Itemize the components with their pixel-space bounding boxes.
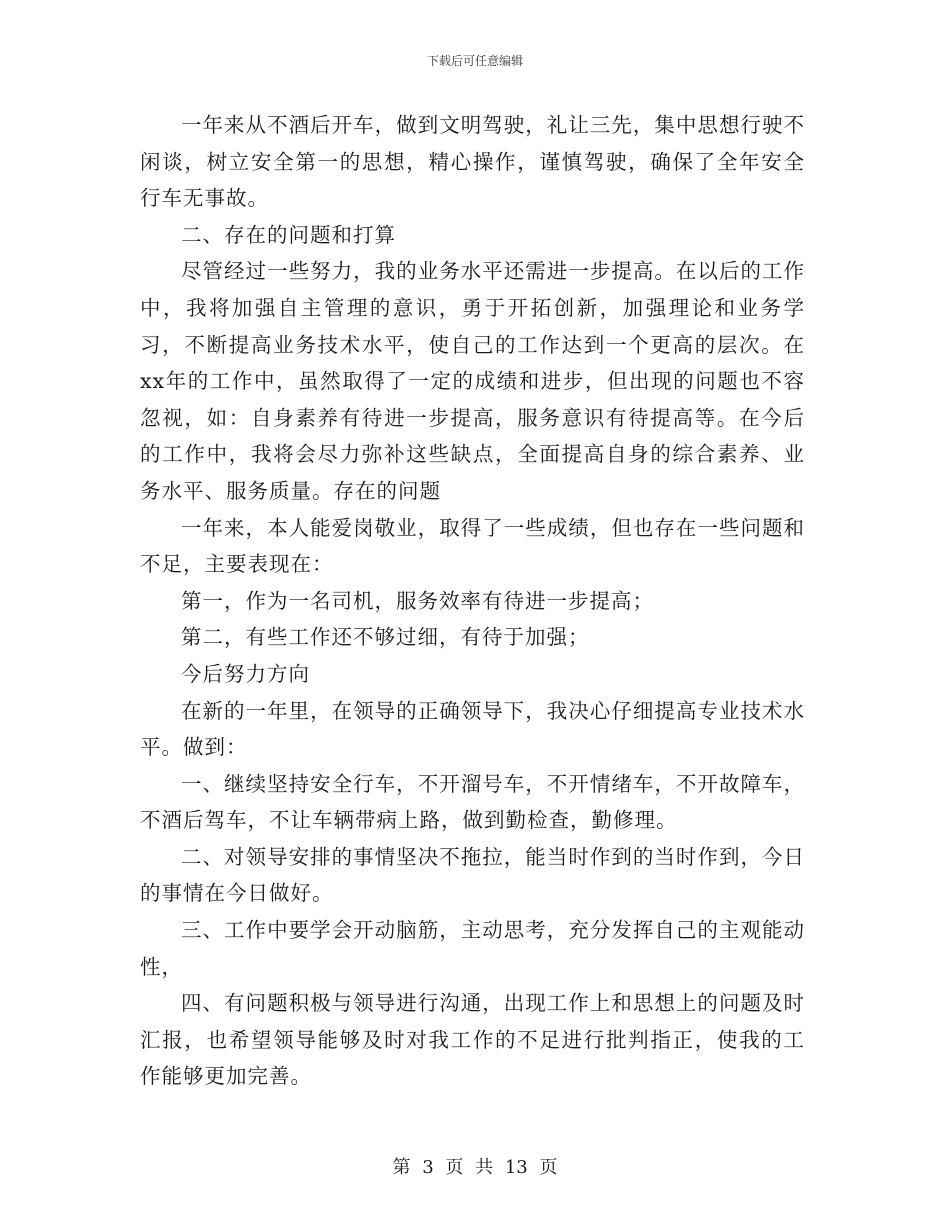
page-header: 下载后可任意编辑: [426, 54, 523, 68]
paragraph: 在新的一年里，在领导的正确领导下，我决心仔细提高专业技术水平。做到：: [140, 698, 805, 760]
list-item: 二、对领导安排的事情坚决不拖拉，能当时作到的当时作到，今日的事情在今日做好。: [140, 844, 805, 906]
paragraph: 一年来，本人能爱岗敬业，取得了一些成绩，但也存在一些问题和不足，主要表现在：: [140, 515, 805, 577]
list-item: 一、继续坚持安全行车，不开溜号车，不开情绪车，不开故障车，不酒后驾车，不让车辆带病上路，做到勤检查，勤修理。: [140, 771, 805, 833]
list-item: 第二，有些工作还不够过细，有待于加强；: [181, 625, 590, 650]
paragraph: 一年来从不酒后开车，做到文明驾驶，礼让三先，集中思想行驶不闲谈，树立安全第一的思想，精心操作，谨慎驾驶，确保了全年安全行车无事故。: [140, 113, 805, 211]
section-heading: 今后努力方向: [181, 661, 310, 686]
document-body: [140, 107, 805, 1095]
list-item: 第一，作为一名司机，服务效率有待进一步提高；: [181, 588, 654, 613]
section-heading: 二、存在的问题和打算: [181, 222, 396, 247]
list-item: 四、有问题积极与领导进行沟通，出现工作上和思想上的问题及时汇报，也希望领导能够及时对我工作的不足进行批判指正，使我的工作能够更加完善。: [140, 991, 805, 1089]
paragraph: 尽管经过一些努力，我的业务水平还需进一步提高。在以后的工作中，我将加强自主管理的意识，勇于开拓创新，加强理论和业务学习，不断提高业务技术水平，使自己的工作达到一个更高的层次。在xx年的工作中，虽然取得了一定的成绩和进步，但出现的问题也不容忽视，如：自身素养有待进一步提高，服务意识有待提高等。在今后的工作中，我将会尽力弥补这些缺点，全面提高自身的综合素养、业务水平、服务质量。存在的问题: [140, 259, 805, 503]
page-footer: 第 3 页 共 13 页: [392, 1157, 558, 1178]
list-item: 三、工作中要学会开动脑筋，主动思考，充分发挥自己的主观能动性，: [140, 918, 805, 979]
